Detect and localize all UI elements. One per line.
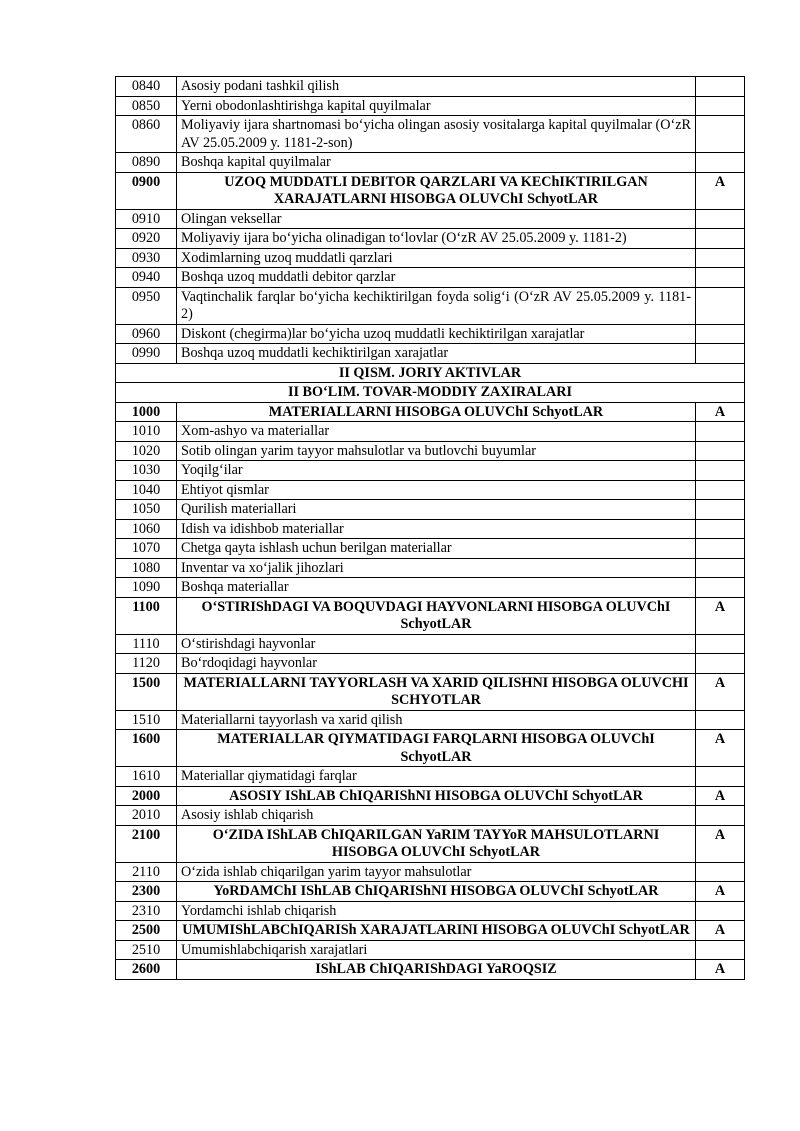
account-type-flag	[696, 422, 745, 442]
account-code: 1060	[116, 519, 177, 539]
account-name: UZOQ MUDDATLI DEBITOR QARZLARI VA KEChIKTIRILGAN XARAJATLARNI HISOBGA OLUVChI SchyotLAR	[177, 172, 696, 209]
account-type-flag	[696, 767, 745, 787]
account-name: Materiallar qiymatidagi farqlar	[177, 767, 696, 787]
account-name: Moliyaviy ijara bo‘yicha olinadigan to‘lovlar (O‘zR AV 25.05.2009 y. 1181-2)	[177, 229, 696, 249]
account-code: 1040	[116, 480, 177, 500]
account-type-flag	[696, 480, 745, 500]
account-row	[116, 558, 745, 578]
account-group-row	[116, 921, 745, 941]
account-group-row	[116, 786, 745, 806]
account-code: 2000	[116, 786, 177, 806]
account-row	[116, 806, 745, 826]
account-code: 2300	[116, 882, 177, 902]
account-code: 1510	[116, 710, 177, 730]
account-row	[116, 578, 745, 598]
account-code: 0890	[116, 153, 177, 173]
account-type-flag: A	[696, 402, 745, 422]
account-code: 2100	[116, 825, 177, 862]
account-code: 0950	[116, 287, 177, 324]
account-row	[116, 441, 745, 461]
account-code: 0900	[116, 172, 177, 209]
account-type-flag	[696, 153, 745, 173]
account-name: Yoqilg‘ilar	[177, 461, 696, 481]
chart-of-accounts-table	[115, 76, 745, 980]
account-type-flag	[696, 634, 745, 654]
account-row	[116, 634, 745, 654]
account-type-flag	[696, 940, 745, 960]
account-code: 1000	[116, 402, 177, 422]
account-group-row	[116, 825, 745, 862]
account-type-flag	[696, 578, 745, 598]
account-type-flag	[696, 901, 745, 921]
account-name: Materiallarni tayyorlash va xarid qilish	[177, 710, 696, 730]
account-type-flag	[696, 539, 745, 559]
account-code: 1500	[116, 673, 177, 710]
account-row	[116, 96, 745, 116]
account-type-flag: A	[696, 825, 745, 862]
account-type-flag	[696, 209, 745, 229]
account-name: MATERIALLARNI HISOBGA OLUVChI SchyotLAR	[177, 402, 696, 422]
account-name: Sotib olingan yarim tayyor mahsulotlar va butlovchi buyumlar	[177, 441, 696, 461]
section-title: II BO‘LIM. TOVAR-MODDIY ZAXIRALARI	[116, 383, 745, 403]
account-row	[116, 767, 745, 787]
account-name: Qurilish materiallari	[177, 500, 696, 520]
account-type-flag	[696, 96, 745, 116]
account-row	[116, 248, 745, 268]
account-row	[116, 519, 745, 539]
account-row	[116, 862, 745, 882]
account-code: 1070	[116, 539, 177, 559]
account-type-flag: A	[696, 882, 745, 902]
account-code: 0920	[116, 229, 177, 249]
account-type-flag: A	[696, 597, 745, 634]
account-name: Vaqtinchalik farqlar bo‘yicha kechiktirilgan foyda solig‘i (O‘zR AV 25.05.2009 y. 1181-2)	[177, 287, 696, 324]
account-name: YoRDAMChI IShLAB ChIQARIShNI HISOBGA OLUVChI SchyotLAR	[177, 882, 696, 902]
account-group-row	[116, 597, 745, 634]
account-row	[116, 901, 745, 921]
account-code: 2500	[116, 921, 177, 941]
account-type-flag	[696, 461, 745, 481]
account-row	[116, 324, 745, 344]
account-name: MATERIALLAR QIYMATIDAGI FARQLARNI HISOBGA OLUVChI SchyotLAR	[177, 730, 696, 767]
account-name: IShLAB ChIQARIShDAGI YaROQSIZ	[177, 960, 696, 980]
account-type-flag	[696, 268, 745, 288]
account-code: 1600	[116, 730, 177, 767]
account-code: 1090	[116, 578, 177, 598]
account-type-flag: A	[696, 673, 745, 710]
account-group-row	[116, 402, 745, 422]
account-code: 2110	[116, 862, 177, 882]
account-row	[116, 480, 745, 500]
account-group-row	[116, 673, 745, 710]
account-type-flag	[696, 558, 745, 578]
account-row	[116, 500, 745, 520]
account-name: O‘STIRIShDAGI VA BOQUVDAGI HAYVONLARNI HISOBGA OLUVChI SchyotLAR	[177, 597, 696, 634]
account-type-flag	[696, 500, 745, 520]
account-type-flag	[696, 287, 745, 324]
account-code: 1030	[116, 461, 177, 481]
account-name: Boshqa materiallar	[177, 578, 696, 598]
account-type-flag: A	[696, 786, 745, 806]
table-body	[116, 77, 745, 980]
account-name: Boshqa uzoq muddatli kechiktirilgan xarajatlar	[177, 344, 696, 364]
account-name: Bo‘rdoqidagi hayvonlar	[177, 654, 696, 674]
account-name: UMUMIShLABChIQARISh XARAJATLARINI HISOBGA OLUVChI SchyotLAR	[177, 921, 696, 941]
account-name: Xodimlarning uzoq muddatli qarzlari	[177, 248, 696, 268]
account-code: 0960	[116, 324, 177, 344]
account-row	[116, 539, 745, 559]
account-type-flag	[696, 248, 745, 268]
account-code: 0910	[116, 209, 177, 229]
account-code: 0860	[116, 116, 177, 153]
account-name: O‘ZIDA IShLAB ChIQARILGAN YaRIM TAYYoR MAHSULOTLARNI HISOBGA OLUVChI SchyotLAR	[177, 825, 696, 862]
account-code: 1610	[116, 767, 177, 787]
account-name: Idish va idishbob materiallar	[177, 519, 696, 539]
account-row	[116, 461, 745, 481]
account-type-flag	[696, 344, 745, 364]
account-code: 1110	[116, 634, 177, 654]
account-row	[116, 209, 745, 229]
account-row	[116, 344, 745, 364]
account-name: O‘zida ishlab chiqarilgan yarim tayyor mahsulotlar	[177, 862, 696, 882]
account-code: 1080	[116, 558, 177, 578]
account-type-flag	[696, 77, 745, 97]
account-name: Yerni obodonlashtirishga kapital quyilmalar	[177, 96, 696, 116]
account-code: 1120	[116, 654, 177, 674]
account-code: 0930	[116, 248, 177, 268]
account-type-flag: A	[696, 960, 745, 980]
account-code: 1010	[116, 422, 177, 442]
section-title: II QISM. JORIY AKTIVLAR	[116, 363, 745, 383]
account-row	[116, 287, 745, 324]
account-name: Asosiy ishlab chiqarish	[177, 806, 696, 826]
account-code: 1100	[116, 597, 177, 634]
account-group-row	[116, 172, 745, 209]
account-name: Umumishlabchiqarish xarajatlari	[177, 940, 696, 960]
account-name: Xom-ashyo va materiallar	[177, 422, 696, 442]
account-name: Yordamchi ishlab chiqarish	[177, 901, 696, 921]
account-code: 2310	[116, 901, 177, 921]
account-row	[116, 422, 745, 442]
account-name: Moliyaviy ijara shartnomasi bo‘yicha olingan asosiy vositalarga kapital quyilmalar (O‘zR AV 25.05.2009 y. 1181-2-son)	[177, 116, 696, 153]
account-row	[116, 268, 745, 288]
account-group-row	[116, 730, 745, 767]
account-type-flag	[696, 519, 745, 539]
account-code: 0940	[116, 268, 177, 288]
account-name: Olingan veksellar	[177, 209, 696, 229]
account-row	[116, 710, 745, 730]
account-type-flag	[696, 441, 745, 461]
account-code: 2600	[116, 960, 177, 980]
section-title-row	[116, 383, 745, 403]
account-name: O‘stirishdagi hayvonlar	[177, 634, 696, 654]
account-name: Asosiy podani tashkil qilish	[177, 77, 696, 97]
account-name: Ehtiyot qismlar	[177, 480, 696, 500]
account-name: Diskont (chegirma)lar bo‘yicha uzoq muddatli kechiktirilgan xarajatlar	[177, 324, 696, 344]
account-code: 1050	[116, 500, 177, 520]
account-code: 2510	[116, 940, 177, 960]
account-type-flag	[696, 806, 745, 826]
account-row	[116, 116, 745, 153]
account-name: Chetga qayta ishlash uchun berilgan materiallar	[177, 539, 696, 559]
account-row	[116, 77, 745, 97]
section-title-row	[116, 363, 745, 383]
account-row	[116, 229, 745, 249]
account-type-flag: A	[696, 921, 745, 941]
account-row	[116, 654, 745, 674]
account-type-flag	[696, 116, 745, 153]
account-name: Inventar va xo‘jalik jihozlari	[177, 558, 696, 578]
account-code: 1020	[116, 441, 177, 461]
account-row	[116, 153, 745, 173]
account-type-flag: A	[696, 172, 745, 209]
account-name: MATERIALLARNI TAYYORLASH VA XARID QILISHNI HISOBGA OLUVCHI SCHYOTLAR	[177, 673, 696, 710]
account-code: 2010	[116, 806, 177, 826]
account-type-flag	[696, 324, 745, 344]
account-type-flag: A	[696, 730, 745, 767]
account-type-flag	[696, 710, 745, 730]
account-code: 0990	[116, 344, 177, 364]
account-type-flag	[696, 229, 745, 249]
account-type-flag	[696, 862, 745, 882]
account-group-row	[116, 882, 745, 902]
account-name: ASOSIY IShLAB ChIQARIShNI HISOBGA OLUVChI SchyotLAR	[177, 786, 696, 806]
account-group-row	[116, 960, 745, 980]
account-name: Boshqa kapital quyilmalar	[177, 153, 696, 173]
account-name: Boshqa uzoq muddatli debitor qarzlar	[177, 268, 696, 288]
account-code: 0850	[116, 96, 177, 116]
account-type-flag	[696, 654, 745, 674]
account-row	[116, 940, 745, 960]
account-code: 0840	[116, 77, 177, 97]
